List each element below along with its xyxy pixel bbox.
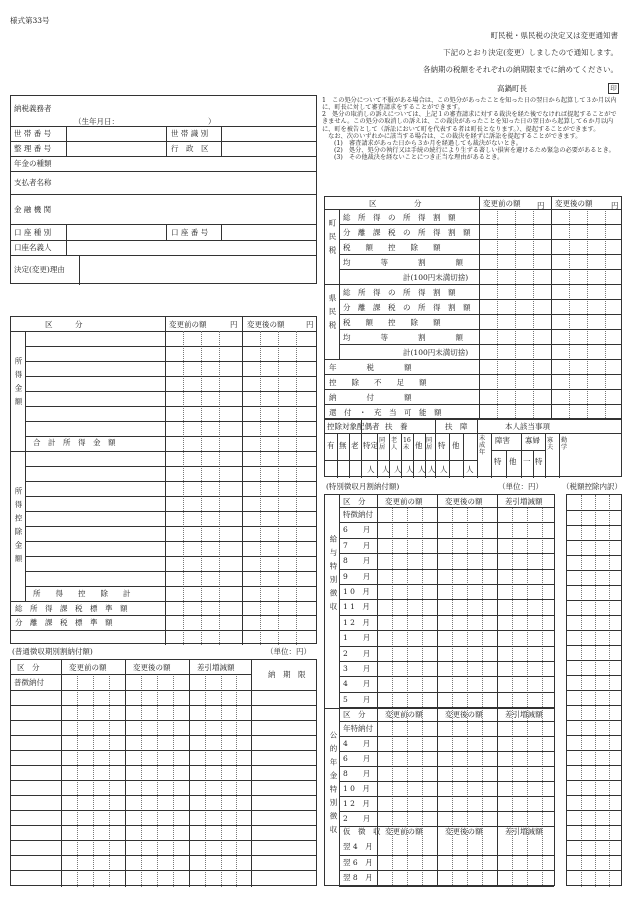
special-salary_rows-row-label: 7 月 (343, 540, 371, 550)
income-yen-1: 円 (230, 320, 238, 329)
special-head-diff: 差引増減額 (505, 497, 543, 506)
header-line-2: 下記のとおり決定(変更）しましたので通知します。 (443, 48, 618, 57)
spouse-yes: 有 (327, 441, 335, 450)
income-head-before: 変更前の額 (169, 320, 207, 329)
special-pension_rows-row-label: 1 0 月 (343, 784, 370, 793)
income-table (10, 316, 317, 644)
special-salary_rows-row-label: 4 月 (343, 679, 371, 689)
self-widow-ichi: 一 (523, 457, 531, 466)
self-minor: 未成年 (479, 435, 486, 457)
bank-label: 金 融 機 関 (14, 205, 52, 214)
note-3: なお、次のいずれかに該当する場合は、この裁決を経ずに訴訟を提起することができます。 (322, 132, 582, 140)
income-yen-2: 円 (306, 320, 314, 329)
ordinary-caption: (普通徴収期別割納付額) (12, 647, 93, 656)
special-pension_rows-row-label: 1 2 月 (343, 799, 370, 808)
note-2: 2 処分の取消しの訴えについては、上記１の審査請求に対する裁決を経た後でなければ提起することができません。この処分の取消しの訴えは、この裁決があったことを知った日の翌日から起算して６か月以内に、町を被告として（訴訟において町を代表する者は町長となります。）、提起することができます。 (322, 111, 617, 133)
ordinary-head-deadline: 納 期 限 (268, 670, 306, 679)
seal-mark: 印 (608, 83, 619, 94)
dep-u16: 16未 (403, 437, 411, 452)
count-unit-5: 人 (418, 465, 426, 474)
special-head-kubun: 区 分 (343, 497, 366, 506)
salary-special-label: 給与特別徴収 (329, 535, 338, 616)
refund-label: 還 付 ・ 充 当 可 能 額 (329, 408, 442, 417)
ordinary-table (10, 659, 317, 886)
document-title: 町民税・県民税の決定又は変更通知書 (490, 31, 618, 40)
pension-head-before: 変更前の額 (385, 710, 423, 719)
dep-dokyo-2: 同居 (426, 437, 433, 452)
header-line-3: 各納期の税額をそれぞれの納期限までに納めてください。 (423, 65, 618, 74)
ordinary-unit: （単位：円） (266, 647, 311, 656)
dis-other: 他 (452, 441, 460, 450)
special-salary_rows-row-label: 5 月 (343, 694, 371, 704)
special-salary_rows-row-label: 1 2 月 (343, 617, 370, 627)
special-head-before: 変更前の額 (385, 497, 423, 506)
tax-head-before: 変更前の額 (483, 199, 521, 208)
tax-yen-2: 円 (611, 201, 619, 210)
special-salary_rows-row-label: 1 0 月 (343, 587, 370, 596)
prov-head-diff: 差引増減額 (505, 827, 543, 836)
count-unit-1: 人 (367, 465, 375, 474)
deduction-breakdown-box (566, 494, 622, 886)
special-pension_rows-row-label: 2 月 (343, 814, 371, 823)
birthdate-close: ） (208, 117, 216, 126)
note-case-3: (3) その他裁決を経ないことにつき正当な理由があるとき。 (334, 154, 504, 161)
reference-number-label: 整 理 番 号 (14, 144, 52, 153)
pref-tax-label: 県民税 (328, 294, 337, 335)
dep-roj: 老人 (391, 437, 398, 452)
paid-label: 納 付 額 (329, 393, 412, 402)
count-unit-6: 人 (428, 465, 436, 474)
taxpayer-label: 納税義務者 (14, 104, 52, 113)
special-salary_rows-row-label: 3 月 (343, 664, 371, 673)
special-prov_rows-row-label: 翌 4 月 (343, 842, 373, 851)
pension-head-after: 変更後の額 (445, 710, 483, 719)
district-label: 行 政 区 (171, 144, 209, 153)
special-salary_rows-row-label: 6 月 (343, 525, 371, 535)
special-salary_rows-row-label: 特徴納付 (343, 510, 373, 519)
pref-r3: 税 額 控 除 額 (343, 318, 441, 327)
dis-toku: 特 (438, 441, 446, 450)
separate-taxable-label: 分 離 課 税 標 準 額 (15, 618, 113, 627)
special-head-after: 変更後の額 (445, 497, 483, 506)
spouse-old: 老 (351, 441, 359, 450)
tax-yen-1: 円 (537, 201, 545, 210)
note-case-1: (1) 審査請求があった日から３か月を経過しても裁決がないとき。 (334, 139, 522, 147)
ordinary-row-label: 普徴納付 (14, 678, 44, 687)
pension-head-diff: 差引増減額 (505, 710, 543, 719)
special-pension_rows-row-label: 4 月 (343, 739, 371, 748)
self-disabled: 障害 (495, 436, 510, 445)
town-tax-label: 町民税 (328, 219, 337, 260)
town-r3: 税 額 控 除 額 (343, 243, 441, 252)
note-1: 1 この処分について不服がある場合は、この処分があったことを知った日の翌日から起算して３か月以内に、町長に対して審査請求をすることができます。 (322, 97, 617, 112)
issuer-name: 高鍋町長 (497, 84, 527, 93)
special-salary_rows-row-label: 9 月 (343, 571, 371, 581)
prov-head-after: 変更後の額 (445, 827, 483, 836)
account-number-label: 口 座 番 号 (171, 228, 209, 237)
dep-tokutei: 特定 (363, 441, 378, 450)
prov-head-before: 変更前の額 (385, 827, 423, 836)
special-salary_rows-row-label: 2 月 (343, 648, 371, 658)
dependents-table (324, 419, 622, 477)
deduction-total-label: 所 得 控 除 計 (33, 589, 131, 598)
special-prov_rows-row-label: 翌 8 月 (343, 873, 373, 882)
special-table (324, 494, 555, 886)
dep-dokyo: 同居 (379, 437, 386, 452)
special-unit: （単位：円） (498, 482, 543, 491)
self-widow: 寡婦 (525, 436, 540, 445)
payer-name-label: 支払者名称 (14, 178, 52, 187)
reason-label: 決定(変更)理由 (14, 265, 65, 274)
self-dis-other: 他 (509, 457, 517, 466)
special-pension_rows-row-label: 年特納付 (343, 724, 373, 733)
tax-table (324, 196, 622, 419)
count-unit-7: 人 (440, 465, 448, 474)
pref-r5: 計(100円未満切捨) (403, 348, 469, 357)
taxpayer-box (10, 95, 317, 284)
spouse-label: 控除対象配偶者 (327, 422, 380, 431)
annual-tax-label: 年 税 額 (329, 363, 412, 372)
account-holder-label: 口座名義人 (14, 243, 52, 252)
self-widow-toku: 特 (535, 457, 543, 466)
count-unit-4: 人 (406, 465, 414, 474)
special-prov_rows-row-label: 翌 6 月 (343, 857, 373, 867)
income-head-after: 変更後の額 (247, 320, 285, 329)
note-case-2: (2) 処分、処分の執行又は手続の続行により生ずる著しい損害を避けるため緊急の必要があるとき。 (334, 146, 615, 154)
count-unit-8: 人 (466, 465, 474, 474)
deduction-breakdown-caption: （税額控除内訳） (562, 482, 622, 491)
total-income-label: 合 計 所 得 金 額 (33, 438, 116, 447)
self-student: 勤学 (561, 437, 568, 452)
special-pension_rows-row-label: 8 月 (343, 769, 371, 778)
special-caption: (特別徴収月割納付額) (326, 482, 400, 491)
dep-other: 他 (415, 441, 423, 450)
account-type-label: 口 座 種 別 (14, 228, 52, 237)
pref-r2: 分 離 課 税 の 所 得 割 額 (343, 303, 471, 312)
self-widower: 寡夫 (547, 437, 554, 452)
pension-special-label: 公的年金特別徴収 (329, 731, 338, 839)
town-r1: 総 所 得 の 所 得 割 額 (343, 213, 456, 222)
tax-head-after: 変更後の額 (555, 199, 593, 208)
town-r4: 均 等 割 額 (343, 258, 463, 267)
prov-head: 仮 徴 収 (343, 827, 381, 836)
count-unit-3: 人 (394, 465, 402, 474)
shortfall-label: 控 除 不 足 額 (329, 378, 427, 387)
self-label: 本人該当事項 (505, 422, 550, 431)
town-r5: 計(100円未満切捨) (403, 273, 469, 282)
pension-type-label: 年金の種類 (14, 159, 52, 168)
pension-head-kubun: 区 分 (343, 710, 366, 719)
count-unit-2: 人 (382, 465, 390, 474)
income-amount-label: 所得金額 (14, 357, 23, 411)
shogai-label: 扶 障 (445, 422, 468, 431)
pref-r1: 総 所 得 の 所 得 割 額 (343, 288, 456, 297)
birthdate-label: （生年月日： (74, 117, 119, 126)
town-r2: 分 離 課 税 の 所 得 割 額 (343, 228, 471, 237)
total-taxable-label: 総 所 得 課 税 標 準 額 (15, 604, 128, 613)
special-salary_rows-row-label: 8 月 (343, 556, 371, 566)
deduction-amount-label: 所得控除金額 (14, 487, 23, 568)
fuyo-label: 扶 養 (385, 422, 408, 431)
form-number: 様式第33号 (10, 16, 50, 25)
special-salary_rows-row-label: 1 月 (343, 633, 371, 643)
self-dis-toku: 特 (494, 457, 502, 466)
ordinary-head-before: 変更前の額 (69, 663, 107, 672)
ordinary-head-kubun: 区 分 (17, 663, 40, 672)
tax-head-kubun: 区 分 (369, 199, 422, 208)
spouse-no: 無 (339, 441, 347, 450)
ordinary-head-diff: 差引増減額 (197, 663, 235, 672)
income-head-kubun: 区 分 (45, 320, 83, 329)
household-number-label: 世 帯 番 号 (14, 129, 52, 138)
ordinary-head-after: 変更後の額 (133, 663, 171, 672)
special-pension_rows-row-label: 6 月 (343, 754, 371, 763)
pref-r4: 均 等 割 額 (343, 333, 463, 342)
household-id-label: 世 帯 識 別 (171, 129, 209, 138)
notes-block (322, 97, 620, 161)
special-salary_rows-row-label: 1 1 月 (343, 602, 370, 612)
